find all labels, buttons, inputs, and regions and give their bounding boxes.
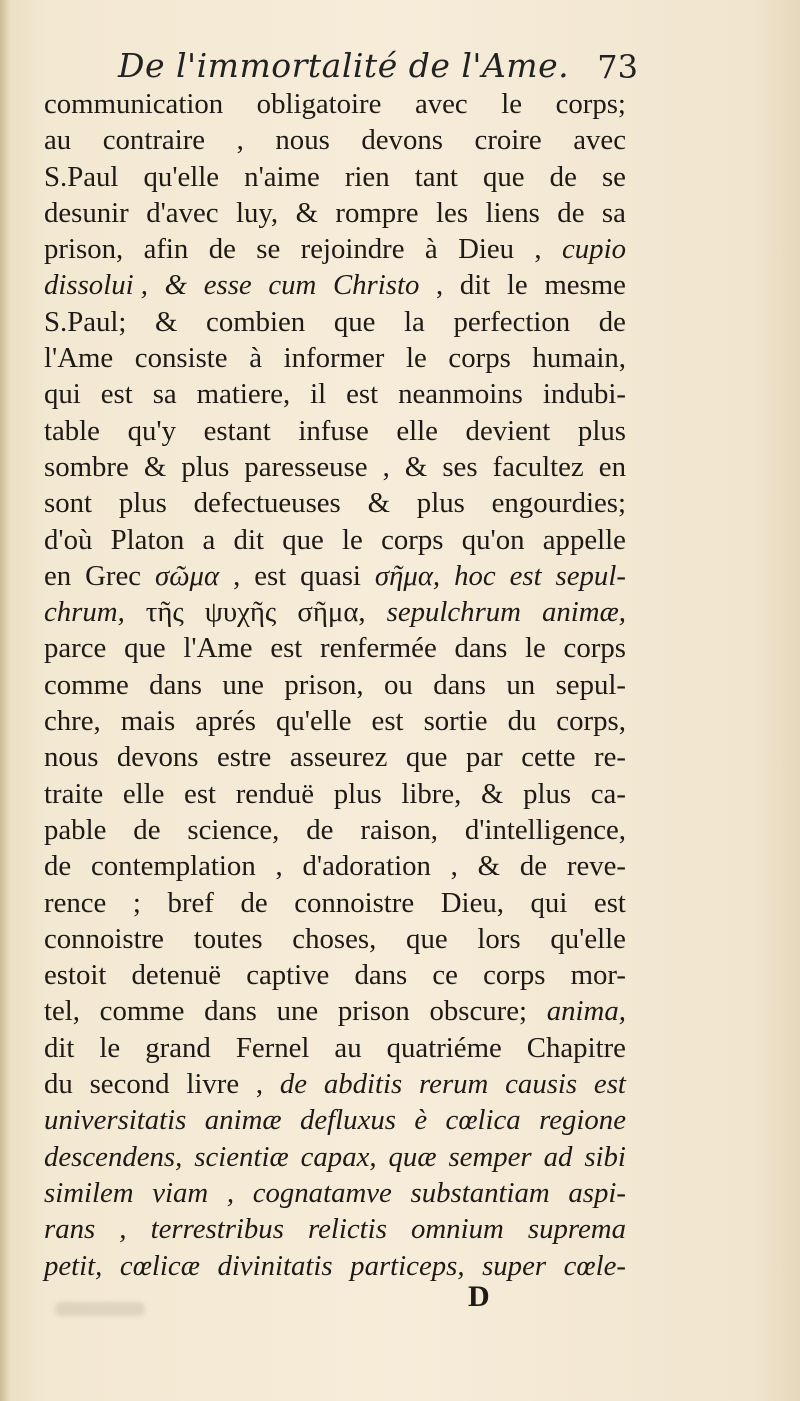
text-line (44, 1139, 626, 1175)
word: defectueuses (193, 487, 341, 520)
word: cœlicæ (119, 1249, 200, 1282)
word: Grec (85, 559, 142, 592)
word: & (481, 777, 504, 810)
word: ou (383, 668, 413, 701)
word: mesme (544, 269, 626, 302)
word: corps, (556, 705, 626, 738)
text-line (44, 812, 626, 848)
word: regione (539, 1104, 626, 1137)
word: infuse (298, 414, 369, 447)
word: de (549, 160, 577, 193)
word: quæ (388, 1140, 437, 1173)
word: table (44, 414, 100, 447)
word: à (424, 233, 438, 266)
word: Fernel (235, 1031, 310, 1064)
word: ψυχῆς (204, 596, 277, 629)
word: que (405, 741, 448, 774)
word: sepulchrum (386, 596, 521, 629)
word: è (414, 1104, 428, 1137)
word: le (406, 342, 427, 375)
word: σῆμα, (297, 596, 366, 629)
text-line (44, 1211, 626, 1247)
word: un (506, 668, 536, 701)
word: rejoindre (300, 233, 405, 266)
running-title: De l'immortalité de l'Ame. (118, 46, 570, 85)
word: le (342, 523, 363, 556)
word: , (119, 1213, 127, 1246)
word: qui (44, 378, 81, 411)
word: science, (187, 813, 280, 846)
word: divinitatis (217, 1249, 333, 1282)
word: & (477, 850, 501, 883)
word: sortie (423, 705, 488, 738)
word: de (557, 196, 585, 229)
word: facultez (492, 450, 584, 483)
word: qui (530, 886, 568, 919)
word: sa (152, 378, 177, 411)
word: ce (432, 959, 458, 992)
word: ses (442, 450, 478, 483)
word: connoistre (44, 922, 164, 955)
word: que (406, 922, 448, 955)
word: dissolui , (44, 269, 149, 302)
text-line (44, 848, 626, 884)
word: , (450, 850, 458, 883)
word: est (593, 886, 626, 919)
word: captive (246, 959, 330, 992)
word: S.Paul; (44, 305, 127, 338)
text-line (44, 1102, 626, 1138)
text-line (44, 1248, 626, 1284)
word: obscure; (429, 995, 528, 1028)
word: asseurez (289, 741, 388, 774)
word: prison, (284, 668, 364, 701)
word: engourdies; (491, 487, 626, 520)
word: , (233, 559, 241, 592)
word: de (44, 850, 72, 883)
word: petit, (44, 1249, 103, 1282)
word: rerum (419, 1068, 489, 1101)
word: bref (167, 886, 214, 919)
word: contraire (102, 124, 206, 157)
word: les (436, 196, 469, 229)
word: qu'y (127, 414, 176, 447)
word: sont (44, 487, 93, 520)
text-line (44, 340, 626, 376)
word: consiste (134, 342, 228, 375)
word: dit (233, 523, 264, 556)
word: , (255, 1068, 264, 1101)
word: pable (44, 813, 107, 846)
word: grand (145, 1031, 211, 1064)
word: a (202, 523, 216, 556)
text-line (44, 485, 626, 521)
word: substantiam (410, 1176, 550, 1209)
word: dans (454, 632, 508, 665)
page-number: 73 (597, 48, 638, 86)
word: Christo (332, 269, 420, 302)
word: devons (361, 124, 443, 157)
word: & (164, 269, 188, 302)
word: le (99, 1031, 121, 1064)
word: dit (459, 269, 491, 302)
word: anima, (546, 995, 626, 1028)
word: neanmoins (398, 378, 523, 411)
text-line (44, 86, 626, 122)
word: σῆμα, (374, 559, 441, 592)
word: raison, (360, 813, 438, 846)
word: mais (120, 705, 176, 738)
word: liens (485, 196, 540, 229)
word: connoistre (294, 886, 415, 919)
word: perfection (453, 305, 571, 338)
word: devons (116, 741, 199, 774)
word: hoc (454, 559, 496, 592)
text-line (44, 885, 626, 921)
word: plus (416, 487, 465, 520)
word: traite (44, 777, 104, 810)
word: estant (203, 414, 271, 447)
text-line (44, 1030, 626, 1066)
word: qu'elle (143, 160, 220, 193)
word: avec (414, 88, 468, 120)
word: est (254, 559, 287, 592)
text-line (44, 376, 626, 412)
word: particeps, (350, 1249, 465, 1282)
word: second (89, 1068, 170, 1101)
text-line (44, 195, 626, 231)
word: dans (354, 959, 408, 992)
word: obligatoire (256, 88, 382, 120)
word: prison, (44, 233, 124, 266)
word: est (346, 378, 379, 411)
word: ca- (590, 777, 626, 810)
word: animæ, (541, 596, 626, 629)
word: chrum, (44, 596, 125, 629)
word: toutes (193, 922, 263, 955)
word: le (501, 88, 523, 120)
word: le (506, 269, 528, 302)
word: luy, (236, 196, 279, 229)
word: aspi- (568, 1176, 626, 1209)
text-line (44, 231, 626, 267)
word: contemplation (90, 850, 256, 883)
word: de (519, 850, 548, 883)
word: semper (448, 1140, 532, 1173)
word: Chapitre (526, 1031, 626, 1064)
word: chre, (44, 705, 101, 738)
word: de (598, 305, 626, 338)
word: lors (477, 922, 521, 955)
word: afin (143, 233, 189, 266)
word: reve- (566, 850, 626, 883)
text-line (44, 267, 626, 303)
word: est (371, 705, 404, 738)
word: descendens, (44, 1140, 183, 1173)
word: & (143, 450, 167, 483)
word: corps (448, 342, 511, 375)
word: corps (483, 959, 546, 992)
word: indubi- (542, 378, 626, 411)
word: , (226, 1176, 235, 1209)
word: cupio (561, 233, 626, 266)
word: corps (563, 632, 626, 665)
word: libre, (401, 777, 462, 810)
word: σῶμα (155, 559, 220, 592)
word: capax, (300, 1140, 377, 1173)
word: corps (381, 523, 444, 556)
text-line (44, 630, 626, 666)
word: elle (396, 414, 438, 447)
word: sombre (44, 450, 129, 483)
word: Dieu (458, 233, 515, 266)
word: re- (594, 741, 626, 774)
text-line (44, 304, 626, 340)
text-line (44, 703, 626, 739)
word: cette (521, 741, 576, 774)
word: corps; (555, 88, 626, 120)
word: rompre (335, 196, 419, 229)
word: cœle- (563, 1249, 626, 1282)
word: l'Ame (44, 342, 114, 375)
word: à (249, 342, 262, 375)
word: ; (132, 886, 141, 919)
word: d'où (44, 523, 93, 556)
word: au (334, 1031, 362, 1064)
text-line (44, 921, 626, 957)
word: estoit (44, 959, 107, 992)
word: du (507, 705, 537, 738)
word: paresseuse (244, 450, 368, 483)
word: , (436, 269, 444, 302)
word: dit (44, 1031, 75, 1064)
word: similem (44, 1176, 134, 1209)
word: quasi (300, 559, 361, 592)
text-line (44, 449, 626, 485)
word: plus (118, 487, 167, 520)
word: cognatamve (252, 1176, 392, 1209)
word: sibi (584, 1140, 626, 1173)
word: ad (543, 1140, 573, 1173)
word: abditis (323, 1068, 403, 1101)
word: croire (474, 124, 542, 157)
word: se (601, 160, 626, 193)
word: defluxus (299, 1104, 396, 1137)
word: n'aime (244, 160, 320, 193)
word: , (382, 450, 390, 483)
body-text (44, 86, 626, 1284)
word: dans (149, 668, 202, 701)
word: humain, (532, 342, 626, 375)
text-line (44, 122, 626, 158)
word: mor- (570, 959, 626, 992)
word: qu'elle (550, 922, 626, 955)
word: suprema (527, 1213, 626, 1246)
word: aprés (195, 705, 256, 738)
word: terrestribus (150, 1213, 284, 1246)
word: , (236, 124, 244, 157)
word: super (482, 1249, 547, 1282)
word: au (44, 124, 72, 157)
word: sepul- (555, 559, 626, 592)
word: renfermée (320, 632, 437, 665)
word: avec (573, 124, 626, 157)
word: detenuë (131, 959, 222, 992)
word: que (124, 632, 166, 665)
word: l'Ame (183, 632, 253, 665)
word: comme (99, 995, 185, 1028)
word: matiere, (196, 378, 291, 411)
word: de (133, 813, 161, 846)
word: qu'on (461, 523, 525, 556)
word: τῆς (145, 596, 184, 629)
word: en (598, 450, 626, 483)
word: quatriéme (386, 1031, 502, 1064)
word: choses, (292, 922, 377, 955)
word: parce (44, 632, 107, 665)
text-line (44, 776, 626, 812)
word: rien (344, 160, 390, 193)
word: causis (505, 1068, 578, 1101)
word: d'intelligence, (464, 813, 626, 846)
word: rence (44, 886, 107, 919)
word: scientiæ (194, 1140, 289, 1173)
word: en (44, 559, 72, 592)
word: renduë (235, 777, 315, 810)
word: qu'elle (275, 705, 352, 738)
word: combien (206, 305, 306, 338)
word: que (282, 523, 324, 556)
signature-mark: D (468, 1280, 490, 1313)
word: une (222, 668, 264, 701)
word: est (100, 378, 133, 411)
word: elle (122, 777, 165, 810)
word: d'avec (146, 196, 219, 229)
word: Dieu, (440, 886, 504, 919)
word: est (270, 632, 303, 665)
ink-smudge (55, 1302, 145, 1316)
word: se (256, 233, 281, 266)
word: S.Paul (44, 160, 119, 193)
word: que (482, 160, 525, 193)
word: nous (44, 741, 99, 774)
text-line (44, 1175, 626, 1211)
word: prison (337, 995, 410, 1028)
word: du (44, 1068, 73, 1101)
word: de (306, 813, 334, 846)
word: de (279, 1068, 308, 1101)
text-line (44, 667, 626, 703)
word: estre (216, 741, 272, 774)
word: relictis (307, 1213, 387, 1246)
word: est (593, 1068, 626, 1101)
word: & (367, 487, 390, 520)
text-line (44, 957, 626, 993)
word: est (184, 777, 217, 810)
word: , (534, 233, 542, 266)
word: cum (268, 269, 317, 302)
text-line (44, 522, 626, 558)
word: est (509, 559, 542, 592)
word: de (240, 886, 268, 919)
word: dans (433, 668, 486, 701)
word: & (295, 196, 318, 229)
page-gutter (0, 0, 10, 1401)
word: viam (152, 1176, 209, 1209)
word: plus (577, 414, 626, 447)
word: cœlica (445, 1104, 521, 1137)
text-line (44, 993, 626, 1029)
word: une (276, 995, 319, 1028)
word: Platon (110, 523, 185, 556)
word: informer (283, 342, 385, 375)
word: plus (333, 777, 382, 810)
word: devient (465, 414, 551, 447)
word: il (310, 378, 327, 411)
word: universitatis (44, 1104, 187, 1137)
word: plus (181, 450, 230, 483)
word: & (404, 450, 428, 483)
word: communication (44, 88, 224, 120)
text-line (44, 1066, 626, 1102)
word: que (333, 305, 376, 338)
word: animæ (204, 1104, 282, 1137)
word: le (525, 632, 546, 665)
text-line (44, 594, 626, 630)
word: & (155, 305, 178, 338)
word: , (275, 850, 283, 883)
word: plus (523, 777, 572, 810)
word: tel, (44, 995, 80, 1028)
text-line (44, 739, 626, 775)
word: esse (203, 269, 252, 302)
word: par (465, 741, 503, 774)
word: la (404, 305, 425, 338)
text-line (44, 159, 626, 195)
word: desunir (44, 196, 129, 229)
word: sepul- (555, 668, 626, 701)
word: appelle (542, 523, 626, 556)
word: omnium (410, 1213, 504, 1246)
word: dans (204, 995, 257, 1028)
word: livre (186, 1068, 240, 1101)
word: rans (44, 1213, 96, 1246)
word: d'adoration (302, 850, 431, 883)
text-line (44, 558, 626, 594)
text-line (44, 413, 626, 449)
word: tant (414, 160, 458, 193)
word: comme (44, 668, 129, 701)
word: nous (275, 124, 330, 157)
word: de (208, 233, 236, 266)
word: sa (601, 196, 626, 229)
